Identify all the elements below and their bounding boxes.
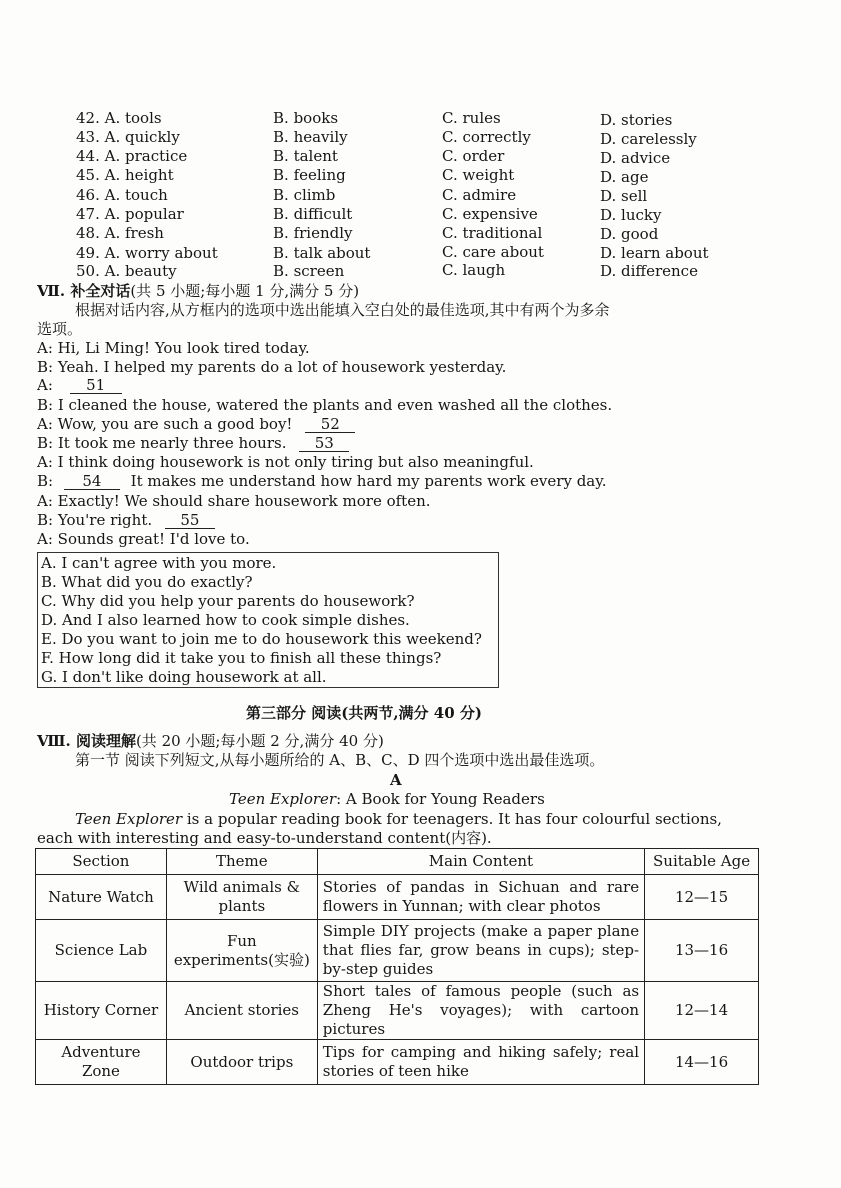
question-number: 45: [76, 166, 96, 184]
teen-explorer-table: [35, 848, 759, 1085]
section-title: Ⅶ. 补全对话: [37, 282, 131, 300]
option-text: screen: [293, 262, 345, 280]
age-cell: 13—16: [645, 920, 759, 982]
option-text: care about: [462, 243, 544, 261]
cloze-option-d: D. carelessly: [600, 130, 697, 148]
age-cell: 12—15: [645, 875, 759, 920]
options-box: [37, 552, 499, 688]
option-text: friendly: [293, 224, 353, 242]
dialogue-line: [37, 358, 506, 377]
section-7-instruction-line1: 根据对话内容,从方框内的选项中选出能填入空白处的最佳选项,其中有两个为多余: [75, 301, 610, 319]
cloze-option-c: C. rules: [442, 109, 501, 127]
table-row: [36, 982, 759, 1040]
option-text: admire: [462, 186, 517, 204]
column-header: Suitable Age: [645, 849, 759, 875]
box-option: C. Why did you help your parents do housework?: [41, 592, 415, 610]
table-row: [36, 875, 759, 920]
cloze-option-d: D. sell: [600, 187, 648, 205]
option-text: difference: [621, 262, 698, 280]
cloze-option-b: B. talent: [273, 147, 338, 165]
cloze-option-d: D. difference: [600, 262, 698, 280]
section-note: (共 5 小题;每小题 1 分,满分 5 分): [130, 282, 360, 300]
box-option: E. Do you want to join me to do housework this weekend?: [41, 630, 482, 648]
speaker-label: A:: [37, 339, 53, 357]
dialogue-line: [37, 472, 607, 491]
option-text: age: [621, 168, 649, 186]
answer-blank[interactable]: 53: [299, 435, 349, 452]
option-text: quickly: [125, 128, 180, 146]
question-number: 48: [76, 224, 96, 242]
option-text: feeling: [293, 166, 346, 184]
option-text: rules: [462, 109, 501, 127]
column-header: Main Content: [317, 849, 644, 875]
question-number: 49: [76, 244, 96, 262]
intro-line-2: each with interesting and easy-to-understand content(内容).: [37, 829, 492, 847]
box-option: B. What did you do exactly?: [41, 573, 253, 591]
content-cell: Short tales of famous people (such as Zheng He's voyages); with cartoon pictures: [317, 982, 644, 1040]
book-title: Teen Explorer: [75, 810, 183, 828]
dialogue-text: Hi, Li Ming! You look tired today.: [57, 339, 310, 357]
subsection-instruction: 第一节 阅读下列短文,从每小题所给的 A、B、C、D 四个选项中选出最佳选项。: [75, 751, 605, 769]
table-row: [36, 1040, 759, 1085]
question-number: 42: [76, 109, 96, 127]
cloze-option-b: B. difficult: [273, 205, 353, 223]
section-7-heading: [37, 282, 359, 301]
book-title: Teen Explorer: [229, 790, 337, 808]
dialogue-text: I cleaned the house, watered the plants and even washed all the clothes.: [57, 396, 613, 414]
option-text: order: [462, 147, 505, 165]
option-text: advice: [621, 149, 671, 167]
option-text: weight: [462, 166, 515, 184]
dialogue-text: Sounds great! I'd love to.: [57, 530, 250, 548]
content-cell: Tips for camping and hiking safely; real stories of teen hike: [317, 1040, 644, 1085]
column-header: Theme: [166, 849, 317, 875]
speaker-label: A:: [37, 453, 53, 471]
dialogue-line: [37, 376, 122, 395]
option-text: expensive: [462, 205, 538, 223]
cloze-option-b: B. climb: [273, 186, 336, 204]
dialogue-line: [37, 511, 215, 530]
option-text: carelessly: [621, 130, 697, 148]
answer-blank[interactable]: 54: [64, 473, 120, 490]
dialogue-line: [37, 434, 349, 453]
question-number: 44: [76, 147, 96, 165]
age-cell: 12—14: [645, 982, 759, 1040]
option-text: heavily: [293, 128, 348, 146]
box-option: A. I can't agree with you more.: [41, 554, 277, 572]
cloze-option-b: B. talk about: [273, 244, 371, 262]
dialogue-text: Exactly! We should share housework more often.: [57, 492, 431, 510]
dialogue-line: [37, 530, 250, 549]
cloze-option-d: D. advice: [600, 149, 671, 167]
cloze-option-c: C. order: [442, 147, 505, 165]
table-row: [36, 920, 759, 982]
option-text: learn about: [621, 244, 709, 262]
dialogue-text: You're right.: [57, 511, 153, 529]
section-cell: Nature Watch: [36, 875, 167, 920]
cloze-option-d: D. lucky: [600, 206, 662, 224]
option-text: sell: [621, 187, 648, 205]
dialogue-line: [37, 415, 355, 434]
speaker-label: A:: [37, 530, 53, 548]
cloze-option-a: 48. A. fresh: [76, 224, 164, 242]
cloze-option-c: C. expensive: [442, 205, 538, 223]
cloze-option-b: B. screen: [273, 262, 345, 280]
option-text: laugh: [462, 261, 506, 279]
theme-cell: Ancient stories: [166, 982, 317, 1040]
answer-blank[interactable]: 55: [165, 512, 215, 529]
cloze-option-a: 50. A. beauty: [76, 262, 177, 280]
option-text: popular: [125, 205, 184, 223]
cloze-option-a: 45. A. height: [76, 166, 174, 184]
cloze-option-c: C. traditional: [442, 224, 543, 242]
option-text: stories: [621, 111, 673, 129]
section-title: Ⅷ. 阅读理解: [37, 732, 136, 750]
cloze-option-a: 46. A. touch: [76, 186, 168, 204]
question-number: 46: [76, 186, 96, 204]
cloze-option-a: 49. A. worry about: [76, 244, 218, 262]
cloze-option-c: C. admire: [442, 186, 517, 204]
passage-title: [229, 790, 545, 809]
cloze-option-c: C. care about: [442, 243, 544, 261]
option-text: height: [125, 166, 174, 184]
cloze-option-b: B. heavily: [273, 128, 348, 146]
speaker-label: B:: [37, 396, 54, 414]
box-option: D. And I also learned how to cook simple dishes.: [41, 611, 410, 629]
theme-cell: Wild animals & plants: [166, 875, 317, 920]
cloze-option-d: D. age: [600, 168, 649, 186]
option-text: talent: [293, 147, 338, 165]
theme-cell: Fun experiments(实验): [166, 920, 317, 982]
content-cell: Stories of pandas in Sichuan and rare flowers in Yunnan; with clear photos: [317, 875, 644, 920]
section-8-heading: [37, 732, 384, 751]
passage-letter: A: [390, 771, 402, 789]
section-cell: Adventure Zone: [36, 1040, 167, 1085]
section-cell: History Corner: [36, 982, 167, 1040]
option-text: fresh: [125, 224, 164, 242]
section-note: (共 20 小题;每小题 2 分,满分 40 分): [135, 732, 384, 750]
speaker-label: B:: [37, 472, 54, 490]
option-text: tools: [125, 109, 162, 127]
dialogue-line: [37, 339, 310, 358]
cloze-option-b: B. friendly: [273, 224, 353, 242]
dialogue-text: It took me nearly three hours.: [57, 434, 287, 452]
speaker-label: B:: [37, 358, 54, 376]
option-text: climb: [293, 186, 336, 204]
option-text: books: [293, 109, 339, 127]
cloze-option-a: 47. A. popular: [76, 205, 184, 223]
cloze-option-b: B. books: [273, 109, 339, 127]
section-cell: Science Lab: [36, 920, 167, 982]
option-text: beauty: [125, 262, 177, 280]
age-cell: 14—16: [645, 1040, 759, 1085]
option-text: touch: [125, 186, 168, 204]
table-header-row: [36, 849, 759, 875]
intro-text: is a popular reading book for teenagers. It has four colourful sections,: [182, 810, 722, 828]
cloze-option-c: C. weight: [442, 166, 515, 184]
cloze-option-d: D. learn about: [600, 244, 709, 262]
speaker-label: B:: [37, 511, 54, 529]
box-option: F. How long did it take you to finish all these things?: [41, 649, 442, 667]
dialogue-line: [37, 492, 431, 511]
dialogue-text: I think doing housework is not only tiring but also meaningful.: [57, 453, 534, 471]
dialogue-line: [37, 453, 534, 472]
cloze-option-c: C. correctly: [442, 128, 531, 146]
title-rest: : A Book for Young Readers: [336, 790, 545, 808]
speaker-label: A:: [37, 492, 53, 510]
option-text: worry about: [125, 244, 218, 262]
option-text: lucky: [621, 206, 662, 224]
intro-line-1: [75, 810, 722, 829]
dialogue-text: Wow, you are such a good boy!: [57, 415, 293, 433]
part-3-title: 第三部分 阅读(共两节,满分 40 分): [246, 704, 482, 722]
cloze-option-a: 44. A. practice: [76, 147, 188, 165]
option-text: good: [621, 225, 659, 243]
answer-blank[interactable]: 52: [305, 416, 355, 433]
dialogue-text: Yeah. I helped my parents do a lot of housework yesterday.: [57, 358, 507, 376]
option-text: practice: [125, 147, 188, 165]
cloze-option-a: 42. A. tools: [76, 109, 162, 127]
content-cell: Simple DIY projects (make a paper plane that flies far, grow beans in cups); step-by-step guides: [317, 920, 644, 982]
option-text: talk about: [293, 244, 371, 262]
cloze-option-b: B. feeling: [273, 166, 346, 184]
option-text: traditional: [462, 224, 543, 242]
dialogue-line: [37, 396, 612, 415]
box-option: G. I don't like doing housework at all.: [41, 668, 327, 686]
speaker-label: A:: [37, 376, 53, 394]
section-7-instruction-line2: 选项。: [37, 320, 83, 338]
theme-cell: Outdoor trips: [166, 1040, 317, 1085]
dialogue-text: It makes me understand how hard my parents work every day.: [130, 472, 607, 490]
speaker-label: A:: [37, 415, 53, 433]
option-text: difficult: [293, 205, 353, 223]
speaker-label: B:: [37, 434, 54, 452]
question-number: 47: [76, 205, 96, 223]
question-number: 43: [76, 128, 96, 146]
cloze-option-a: 43. A. quickly: [76, 128, 180, 146]
option-text: correctly: [462, 128, 531, 146]
cloze-option-d: D. stories: [600, 111, 673, 129]
question-number: 50: [76, 262, 96, 280]
cloze-option-c: C. laugh: [442, 261, 506, 279]
column-header: Section: [36, 849, 167, 875]
cloze-option-d: D. good: [600, 225, 659, 243]
answer-blank[interactable]: 51: [70, 377, 122, 394]
